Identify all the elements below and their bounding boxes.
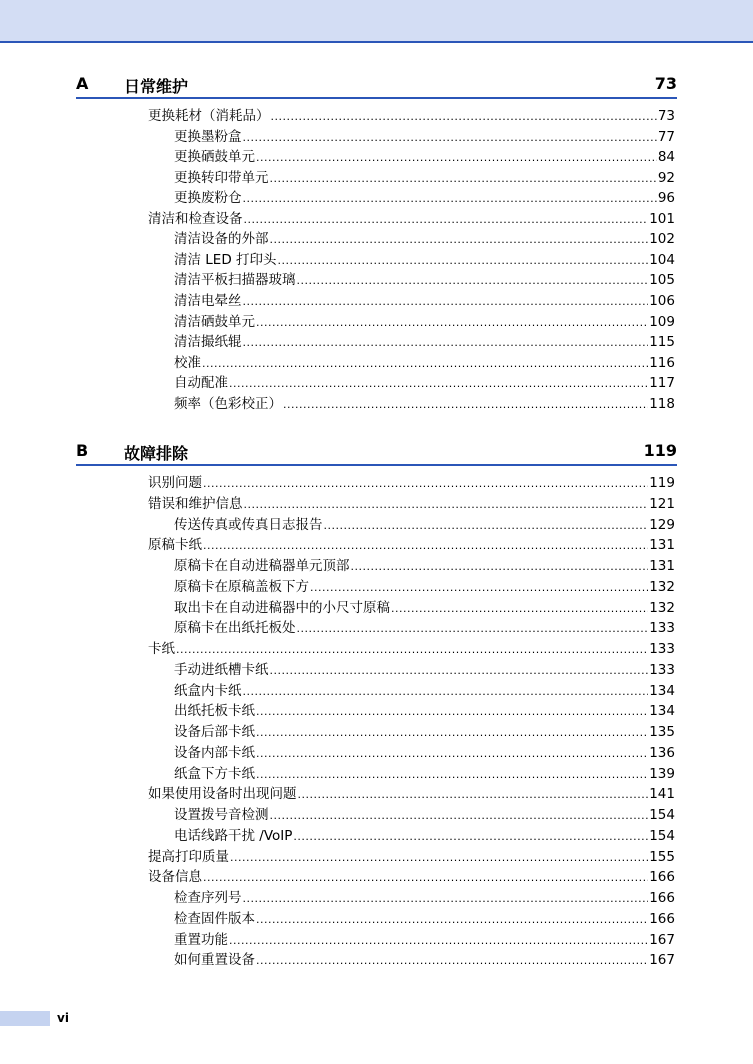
- toc-entry-page-number: 167: [649, 931, 675, 948]
- toc-entry[interactable]: [174, 147, 675, 167]
- toc-entry-page-number: 117: [649, 375, 675, 392]
- toc-entry[interactable]: [174, 888, 675, 908]
- dot-leader: [203, 474, 648, 494]
- toc-entry-page-number: 167: [649, 952, 675, 969]
- dot-leader: [324, 516, 649, 536]
- dot-leader: [391, 599, 648, 619]
- toc-entry-label: 清洁硒鼓单元: [174, 313, 255, 330]
- toc-entry-page-number: 133: [649, 641, 675, 657]
- dot-leader: [243, 292, 649, 312]
- toc-entry-label: 设备信息: [148, 869, 202, 886]
- toc-entry[interactable]: [174, 229, 675, 249]
- toc-entry-page-number: 166: [649, 890, 675, 906]
- toc-entry[interactable]: [148, 494, 675, 514]
- toc-entry[interactable]: [174, 722, 675, 742]
- toc-entry[interactable]: [174, 127, 675, 147]
- toc-entry-label: 更换硒鼓单元: [174, 149, 255, 166]
- toc-entry-page-number: 133: [649, 620, 675, 637]
- toc-entry[interactable]: [174, 826, 675, 846]
- toc-entry-label: 纸盒下方卡纸: [174, 765, 255, 782]
- toc-entry-label: 清洁 LED 打印头: [174, 251, 277, 268]
- toc-entry-page-number: 131: [649, 558, 675, 574]
- dot-leader: [256, 702, 648, 722]
- footer-bar: [0, 1011, 50, 1026]
- dot-leader: [270, 169, 657, 189]
- section-page-number: 119: [643, 441, 677, 460]
- toc-entry[interactable]: [148, 106, 675, 126]
- toc-entry[interactable]: [174, 168, 675, 188]
- toc-entry[interactable]: [174, 515, 675, 535]
- dot-leader: [244, 210, 649, 230]
- toc-entry[interactable]: [148, 784, 675, 804]
- toc-entry[interactable]: [174, 805, 675, 825]
- toc-entry[interactable]: [174, 353, 675, 373]
- toc-entry[interactable]: [174, 764, 675, 784]
- toc-entry-page-number: 134: [649, 682, 675, 699]
- toc-entry-page-number: 118: [649, 395, 675, 412]
- toc-entry-page-number: 84: [657, 149, 675, 166]
- toc-entry-label: 更换废粉仓: [174, 190, 242, 207]
- toc-entry-page-number: 132: [649, 578, 675, 595]
- toc-entry-page-number: 154: [649, 827, 675, 844]
- dot-leader: [229, 374, 648, 394]
- dot-leader: [351, 557, 649, 577]
- section-title: 日常维护: [124, 77, 189, 96]
- toc-entry-label: 清洁和检查设备: [148, 210, 243, 227]
- toc-entry-page-number: 131: [649, 537, 675, 554]
- toc-entry-label: 纸盒内卡纸: [174, 682, 242, 699]
- toc-entry-label: 如果使用设备时出现问题: [148, 786, 297, 803]
- toc-entry-page-number: 166: [649, 869, 675, 886]
- dot-leader: [243, 128, 657, 148]
- dot-leader: [256, 910, 648, 930]
- toc-entry-label: 如何重置设备: [174, 952, 255, 969]
- dot-leader: [283, 395, 648, 415]
- toc-entry-label: 检查序列号: [174, 890, 242, 906]
- footer-page-number: vi: [57, 1011, 69, 1025]
- dot-leader: [243, 682, 649, 702]
- dot-leader: [297, 271, 649, 291]
- dot-leader: [256, 951, 648, 971]
- toc-entry-page-number: 133: [649, 661, 675, 678]
- dot-leader: [176, 640, 648, 660]
- toc-entry[interactable]: [174, 188, 675, 208]
- dot-leader: [229, 931, 648, 951]
- section-letter: B: [76, 441, 89, 460]
- toc-entry-label: 设备内部卡纸: [174, 744, 255, 761]
- toc-entry-label: 识别问题: [148, 475, 202, 491]
- toc-entry[interactable]: [174, 660, 675, 680]
- toc-entry[interactable]: [174, 270, 675, 290]
- toc-entry-page-number: 73: [657, 108, 675, 124]
- toc-entry-page-number: 136: [649, 744, 675, 761]
- toc-entry-label: 提高打印质量: [148, 848, 229, 865]
- toc-entry-label: 清洁平板扫描器玻璃: [174, 272, 296, 289]
- toc-entry-page-number: 154: [649, 807, 675, 823]
- toc-entry-page-number: 134: [649, 703, 675, 720]
- dot-leader: [256, 313, 648, 333]
- dot-leader: [270, 661, 649, 681]
- dot-leader: [230, 848, 648, 868]
- toc-entry-page-number: 116: [649, 354, 675, 371]
- toc-entry-page-number: 106: [649, 292, 675, 309]
- dot-leader: [270, 806, 649, 826]
- toc-entry[interactable]: [148, 867, 675, 887]
- toc-entry[interactable]: [174, 312, 675, 332]
- dot-leader: [298, 785, 649, 805]
- toc-entry-page-number: 121: [649, 495, 675, 512]
- toc-entry[interactable]: [174, 909, 675, 929]
- toc-entry-page-number: 129: [649, 516, 675, 533]
- toc-entry[interactable]: [148, 209, 675, 229]
- toc-entry[interactable]: [174, 930, 675, 950]
- toc-entry-label: 更换耗材（消耗品）: [148, 108, 270, 124]
- toc-entry-page-number: 115: [649, 334, 675, 351]
- toc-entry-label: 频率（色彩校正）: [174, 395, 282, 412]
- toc-entry-label: 原稿卡在自动进稿器单元顶部: [174, 558, 350, 574]
- toc-entry-page-number: 77: [657, 128, 675, 145]
- dot-leader: [202, 354, 648, 374]
- toc-entry-page-number: 109: [649, 313, 675, 330]
- dot-leader: [310, 578, 648, 598]
- dot-leader: [256, 765, 648, 785]
- toc-entry-page-number: 96: [657, 190, 675, 207]
- toc-entry[interactable]: [174, 250, 675, 270]
- toc-entry-label: 设备后部卡纸: [174, 724, 255, 740]
- dot-leader: [270, 230, 649, 250]
- toc-entry-page-number: 92: [657, 169, 675, 186]
- dot-leader: [278, 251, 649, 271]
- toc-entry-page-number: 139: [649, 765, 675, 782]
- dot-leader: [243, 889, 649, 909]
- dot-leader: [271, 107, 657, 127]
- toc-entry-label: 清洁设备的外部: [174, 231, 269, 248]
- toc-entry-page-number: 102: [649, 231, 675, 248]
- toc-entry-page-number: 101: [649, 210, 675, 227]
- toc-entry[interactable]: [174, 291, 675, 311]
- dot-leader: [203, 868, 648, 888]
- toc-entry[interactable]: [174, 556, 675, 576]
- toc-entry-label: 更换转印带单元: [174, 169, 269, 186]
- toc-entry-label: 原稿卡在原稿盖板下方: [174, 578, 309, 595]
- toc-entry[interactable]: [148, 847, 675, 867]
- section-heading: [76, 73, 677, 99]
- toc-entry-page-number: 141: [649, 786, 675, 803]
- toc-entry-page-number: 135: [649, 724, 675, 740]
- toc-entry-label: 原稿卡纸: [148, 537, 202, 554]
- dot-leader: [256, 723, 648, 743]
- toc-entry-label: 取出卡在自动进稿器中的小尺寸原稿: [174, 599, 390, 616]
- toc-entry[interactable]: [174, 950, 675, 970]
- toc-entry-label: 清洁撮纸辊: [174, 334, 242, 351]
- toc-entry-label: 原稿卡在出纸托板处: [174, 620, 296, 637]
- toc-entry[interactable]: [148, 473, 675, 493]
- toc-entry-page-number: 104: [649, 251, 675, 268]
- toc-entry-label: 出纸托板卡纸: [174, 703, 255, 720]
- toc-entry[interactable]: [174, 598, 675, 618]
- toc-entry-label: 自动配准: [174, 375, 228, 392]
- toc-entry[interactable]: [174, 681, 675, 701]
- toc-entry-page-number: 155: [649, 848, 675, 865]
- toc-entry-label: 校准: [174, 354, 201, 371]
- toc-entry-label: 设置拨号音检测: [174, 807, 269, 823]
- toc-entry[interactable]: [174, 332, 675, 352]
- toc-entry-label: 重置功能: [174, 931, 228, 948]
- toc-entry-page-number: 105: [649, 272, 675, 289]
- dot-leader: [256, 744, 648, 764]
- toc-entry[interactable]: [174, 577, 675, 597]
- toc-entry-label: 清洁电晕丝: [174, 292, 242, 309]
- toc-entry-label: 手动进纸槽卡纸: [174, 661, 269, 678]
- dot-leader: [297, 619, 649, 639]
- toc-entry-label: 传送传真或传真日志报告: [174, 516, 323, 533]
- toc-entry[interactable]: [174, 701, 675, 721]
- section-page-number: 73: [654, 74, 677, 93]
- dot-leader: [244, 495, 649, 515]
- toc-entry[interactable]: [148, 639, 675, 659]
- toc-entry-page-number: 119: [649, 475, 675, 491]
- toc-entry[interactable]: [148, 535, 675, 555]
- toc-entry-label: 更换墨粉盒: [174, 128, 242, 145]
- header-band: [0, 0, 753, 43]
- toc-entry-label: 检查固件版本: [174, 910, 255, 927]
- toc-entry-label: 错误和维护信息: [148, 495, 243, 512]
- section-title: 故障排除: [124, 444, 189, 463]
- dot-leader: [203, 536, 648, 556]
- toc-entry[interactable]: [174, 394, 675, 414]
- toc-entry[interactable]: [174, 618, 675, 638]
- dot-leader: [293, 827, 648, 847]
- dot-leader: [243, 189, 657, 209]
- section-heading: [76, 440, 677, 466]
- toc-entry-page-number: 132: [649, 599, 675, 616]
- toc-entry-page-number: 166: [649, 910, 675, 927]
- dot-leader: [256, 148, 657, 168]
- toc-entry[interactable]: [174, 373, 675, 393]
- toc-entry-label: 卡纸: [148, 641, 175, 657]
- toc-entry[interactable]: [174, 743, 675, 763]
- toc-entry-label: 电话线路干扰 /VoIP: [174, 827, 293, 844]
- dot-leader: [243, 333, 649, 353]
- section-letter: A: [76, 74, 89, 93]
